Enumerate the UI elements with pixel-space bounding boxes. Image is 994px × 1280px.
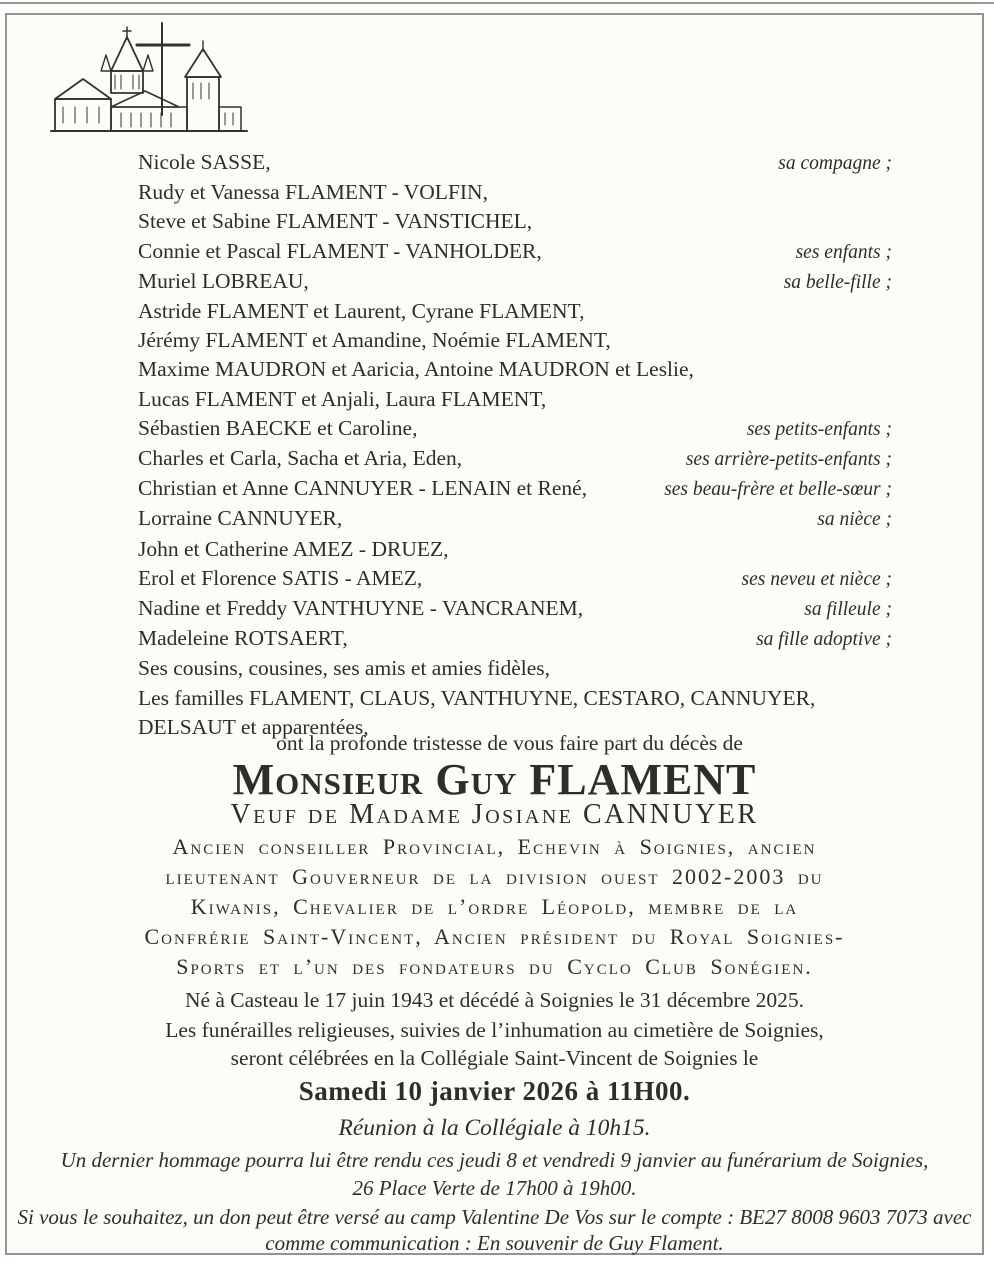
donation-details xyxy=(7,1204,982,1256)
mourner-name: Maxime MAUDRON et Aaricia, Antoine MAUDRON et Leslie, xyxy=(138,357,694,382)
mourner-row xyxy=(138,684,892,713)
tribute-line-1: Un dernier hommage pourra lui être rendu ces jeudi 8 et vendredi 9 janvier au funérarium de Soignies, xyxy=(60,1148,929,1172)
mourner-name: Madeleine ROTSAERT, xyxy=(138,626,348,651)
mourner-name: Lucas FLAMENT et Anjali, Laura FLAMENT, xyxy=(138,386,547,411)
tribute-line-2: 26 Place Verte de 17h00 à 19h00. xyxy=(352,1176,637,1200)
mourner-name: Muriel LOBREAU, xyxy=(138,268,309,293)
mourner-name: Connie et Pascal FLAMENT - VANHOLDER, xyxy=(138,238,542,263)
relation-label: sa filleule ; xyxy=(804,599,892,621)
honors-line: Confrérie Saint-Vincent, Ancien président du Royal Soignies- xyxy=(144,924,845,949)
mourner-name: Astride FLAMENT et Laurent, Cyrane FLAMENT, xyxy=(138,299,585,324)
mourner-row xyxy=(138,326,892,355)
donation-line-1: Si vous le souhaitez, un don peut être versé au camp Valentine De Vos sur le compte : BE27 8008 9603 7073 avec xyxy=(17,1205,972,1229)
mourner-row xyxy=(138,148,892,178)
mourner-row xyxy=(138,207,892,236)
meeting-line: Réunion à la Collégiale à 10h15. xyxy=(338,1115,651,1141)
honors-line: Kiwanis, Chevalier de l’ordre Léopold, membre de la xyxy=(190,894,799,919)
funeral-line-1: Les funérailles religieuses, suivies de l’inhumation au cimetière de Soignies, xyxy=(165,1018,824,1042)
relation-label: ses enfants ; xyxy=(795,241,892,263)
honors-line: Sports et l’un des fondateurs du Cyclo Club Sonégien. xyxy=(176,954,813,979)
relation-label: sa fille adoptive ; xyxy=(756,629,892,651)
mourner-row xyxy=(138,594,892,624)
notice-card xyxy=(5,13,984,1255)
relation-label: ses petits-enfants ; xyxy=(746,418,892,440)
honors-line: Ancien conseiller Provincial, Echevin à Soignies, ancien xyxy=(172,834,817,859)
church-illustration xyxy=(49,19,259,143)
mourner-row xyxy=(138,564,892,594)
tribute-details xyxy=(7,1146,982,1202)
mourner-name: Les familles FLAMENT, CLAUS, VANTHUYNE, CESTARO, CANNUYER, xyxy=(138,685,816,710)
mourner-row xyxy=(138,355,892,384)
relation-label: sa belle-fille ; xyxy=(783,271,892,293)
funeral-datetime: Samedi 10 janvier 2026 à 11H00. xyxy=(298,1076,691,1106)
mourner-name: Rudy et Vanessa FLAMENT - VOLFIN, xyxy=(138,180,488,205)
mourner-name: Jérémy FLAMENT et Amandine, Noémie FLAMENT, xyxy=(138,328,611,353)
mourner-row xyxy=(138,444,892,474)
mourner-name: Christian et Anne CANNUYER - LENAIN et René, xyxy=(138,476,588,501)
announcement-line: ont la profonde tristesse de vous faire part du décès de xyxy=(276,731,743,755)
mourner-row xyxy=(138,535,892,564)
announcement-column xyxy=(7,729,982,1256)
mourner-name: Erol et Florence SATIS - AMEZ, xyxy=(138,565,423,590)
donation-line-2: comme communication : En souvenir de Guy Flament. xyxy=(265,1231,724,1255)
mourner-row xyxy=(138,297,892,326)
mourner-name: Nadine et Freddy VANTHUYNE - VANCRANEM, xyxy=(138,596,584,621)
mourner-row xyxy=(138,624,892,654)
relation-label: sa nièce ; xyxy=(817,509,892,531)
mourner-row xyxy=(138,385,892,414)
honors-line: lieutenant Gouverneur de la division ouest 2002-2003 du xyxy=(165,864,824,889)
mourner-row xyxy=(138,178,892,207)
mourner-row xyxy=(138,414,892,444)
mourners-list xyxy=(138,148,892,742)
funeral-line-2: seront célébrées en la Collégiale Saint-Vincent de Soignies le xyxy=(230,1046,759,1070)
deceased-subtitle: Veuf de Madame Josiane CANNUYER xyxy=(230,799,759,830)
mourner-row xyxy=(138,267,892,297)
mourner-name: Lorraine CANNUYER, xyxy=(138,506,343,531)
mourner-name: Nicole SASSE, xyxy=(138,150,271,174)
scan-top-edge xyxy=(0,2,994,4)
mourner-name: Steve et Sabine FLAMENT - VANSTICHEL, xyxy=(138,209,533,234)
relation-label: ses neveu et nièce ; xyxy=(741,568,892,590)
mourner-row xyxy=(138,504,892,534)
mourner-name: Charles et Carla, Sacha et Aria, Eden, xyxy=(138,446,463,471)
mourner-name: DELSAUT et apparentées, xyxy=(138,714,369,739)
honors-paragraph xyxy=(7,832,982,982)
mourner-name: Ses cousins, cousines, ses amis et amies fidèles, xyxy=(138,656,551,681)
relation-label: sa compagne ; xyxy=(778,153,892,174)
mourner-row xyxy=(138,474,892,504)
birth-death-line: Né à Casteau le 17 juin 1943 et décédé à Soignies le 31 décembre 2025. xyxy=(184,988,805,1012)
deceased-name-title: Monsieur Guy FLAMENT xyxy=(232,755,757,804)
relation-label: ses beau-frère et belle-sœur ; xyxy=(664,479,892,501)
relation-label: ses arrière-petits-enfants ; xyxy=(685,449,892,471)
mourner-name: John et Catherine AMEZ - DRUEZ, xyxy=(138,536,449,561)
mourner-row xyxy=(138,654,892,683)
funeral-details xyxy=(7,1016,982,1142)
mourner-row xyxy=(138,237,892,267)
mourner-name: Sébastien BAECKE et Caroline, xyxy=(138,415,418,440)
